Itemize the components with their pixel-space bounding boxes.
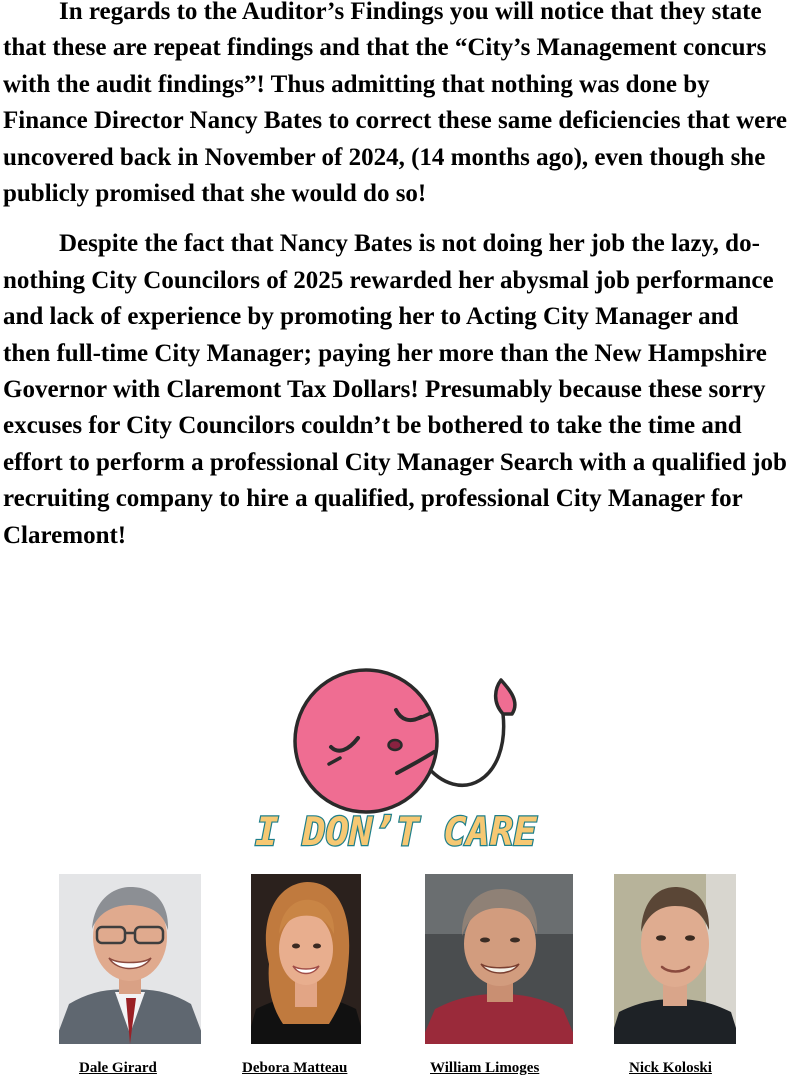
i-dont-care-caption <box>236 808 556 858</box>
councilor-name-nick-koloski: Nick Koloski <box>629 1060 712 1076</box>
photo-debora-matteau <box>251 874 361 1044</box>
caption-text: I DON’T CARE <box>255 810 537 855</box>
councilor-name-debora-matteau: Debora Matteau <box>242 1060 348 1076</box>
article-text <box>3 0 789 554</box>
photo-william-limoges <box>425 874 573 1044</box>
councilor-name-dale-girard: Dale Girard <box>79 1060 157 1076</box>
paragraph-councilors: Despite the fact that Nancy Bates is not doing her job the lazy, do-nothing City Councilors of 2025 rewarded her abysmal job performance and lack of experience by promoting her to Acting City Manager and then full-time City Manager; paying her more than the New Hampshire Governor with Claremont Tax Dollars! Presumably because these sorry excuses for City Councilors couldn’t be bothered to take the time and effort to perform a professional City Manager Search with a qualified job recruiting company to hire a qualified, professional City Manager for Claremont! <box>3 230 787 549</box>
photo-dale-girard <box>59 874 201 1044</box>
councilor-name-william-limoges: William Limoges <box>430 1060 540 1076</box>
paragraph-auditor-findings: In regards to the Auditor’s Findings you will notice that they state that these are repeat findings and that the “City’s Management concurs with the audit findings”! Thus admitting that nothing was done by Finance Director Nancy Bates to correct these same deficiencies that were uncovered back in November of 2024, (14 months ago), even though she publicly promised that she would do so! <box>3 0 788 208</box>
photo-nick-koloski <box>614 874 736 1044</box>
